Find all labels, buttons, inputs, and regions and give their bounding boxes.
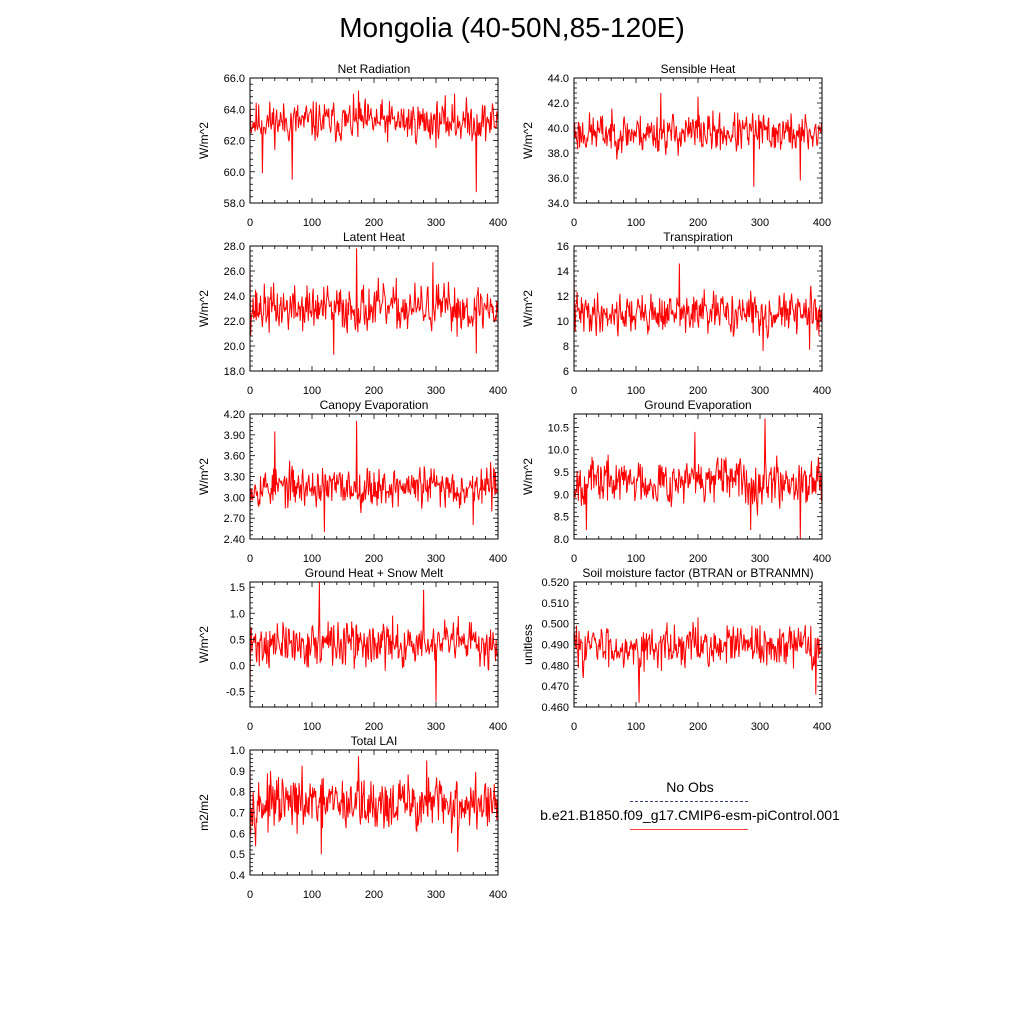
y-tick-label: 20.0 [223, 341, 245, 353]
y-tick-label: 0.8 [229, 786, 245, 799]
series-line [574, 264, 821, 352]
legend-line-dashed [630, 801, 748, 802]
panel-title: Net Radiation [337, 62, 411, 76]
x-tick-label: 100 [626, 553, 646, 565]
panel-title: Soil moisture factor (BTRAN or BTRANMN) [582, 566, 814, 580]
y-axis-label: W/m^2 [521, 290, 535, 327]
y-tick-label: 10.5 [547, 422, 569, 435]
x-tick-label: 200 [364, 385, 384, 397]
x-tick-label: 200 [688, 721, 708, 733]
x-tick-label: 0 [570, 385, 578, 397]
x-tick-label: 300 [750, 721, 770, 733]
y-tick-label: 38.0 [547, 148, 569, 160]
y-tick-label: 1.0 [229, 608, 245, 621]
x-tick-label: 100 [626, 217, 646, 229]
y-tick-label: 28.0 [223, 241, 245, 253]
x-tick-label: 300 [426, 889, 446, 901]
y-tick-label: 0.490 [541, 639, 569, 652]
y-tick-label: 26.0 [223, 266, 245, 278]
chart-panel [521, 230, 831, 397]
x-tick-label: 100 [302, 217, 322, 229]
y-tick-label: 40.0 [547, 123, 569, 135]
chart-panel [197, 62, 507, 229]
x-tick-label: 100 [302, 553, 322, 565]
y-tick-label: 3.60 [223, 450, 245, 463]
x-tick-label: 300 [426, 385, 446, 397]
chart-panel [197, 398, 507, 565]
x-tick-label: 100 [626, 385, 646, 397]
x-tick-label: 400 [488, 217, 508, 229]
series-line [250, 582, 497, 702]
y-tick-label: 22.0 [223, 316, 245, 328]
panel-title: Ground Evaporation [644, 398, 752, 412]
y-tick-label: 0.500 [541, 618, 569, 631]
y-tick-label: 0.6 [229, 828, 245, 841]
x-tick-label: 100 [626, 721, 646, 733]
plot-frame [250, 78, 498, 203]
series-line [250, 249, 497, 355]
y-tick-label: 36.0 [547, 173, 569, 185]
x-tick-label: 0 [246, 217, 254, 229]
x-tick-label: 0 [570, 553, 578, 565]
x-tick-label: 0 [246, 721, 254, 733]
x-tick-label: 400 [812, 553, 832, 565]
y-axis-label: W/m^2 [197, 290, 211, 327]
y-tick-label: 62.0 [223, 135, 245, 148]
y-tick-label: 0.5 [229, 849, 245, 862]
x-tick-label: 100 [302, 385, 322, 397]
x-tick-label: 200 [364, 889, 384, 901]
y-tick-label: 10.0 [547, 444, 569, 457]
x-tick-label: 0 [246, 553, 254, 565]
panel-title: Total LAI [350, 734, 398, 748]
x-tick-label: 100 [302, 721, 322, 733]
y-tick-label: 0.470 [541, 681, 569, 694]
y-tick-label: 3.90 [223, 429, 245, 442]
x-tick-label: 400 [812, 721, 832, 733]
chart-panel [521, 62, 831, 229]
y-tick-label: 8 [562, 341, 569, 353]
y-tick-label: 0.4 [229, 870, 245, 882]
y-tick-label: 14 [556, 266, 569, 278]
chart-panel [197, 734, 507, 901]
x-tick-label: 400 [488, 889, 508, 901]
y-axis-label: m2/m2 [197, 794, 211, 831]
series-line [250, 421, 497, 532]
chart-panel [197, 566, 507, 733]
x-tick-label: 100 [302, 889, 322, 901]
y-tick-label: 18.0 [223, 366, 245, 378]
y-tick-label: 58.0 [223, 198, 245, 210]
series-line [250, 91, 497, 193]
y-tick-label: 34.0 [547, 198, 569, 210]
chart-panel [197, 230, 507, 397]
series-line [250, 756, 497, 854]
x-tick-label: 400 [488, 721, 508, 733]
y-tick-label: 9.5 [553, 467, 569, 480]
y-tick-label: 0.510 [541, 597, 569, 610]
x-tick-label: 0 [570, 721, 578, 733]
x-tick-label: 300 [750, 385, 770, 397]
x-tick-label: 0 [246, 385, 254, 397]
x-tick-label: 200 [688, 217, 708, 229]
panel-title: Ground Heat + Snow Melt [304, 566, 444, 580]
y-tick-label: 8.5 [553, 511, 569, 524]
x-tick-label: 0 [570, 217, 578, 229]
panel-title: Latent Heat [342, 230, 406, 244]
y-tick-label: 66.0 [223, 73, 245, 85]
legend-label-obs: No Obs [666, 779, 714, 795]
x-tick-label: 300 [750, 217, 770, 229]
y-tick-label: 2.40 [223, 534, 245, 546]
y-tick-label: 3.00 [223, 492, 245, 505]
y-tick-label: 24.0 [223, 291, 245, 303]
y-tick-label: 4.20 [223, 409, 245, 421]
y-tick-label: 44.0 [547, 73, 569, 85]
legend-entry-obs [500, 779, 880, 795]
x-tick-label: 300 [426, 721, 446, 733]
y-tick-label: 0.0 [229, 660, 245, 673]
x-tick-label: 200 [688, 553, 708, 565]
series-line [574, 617, 821, 702]
panel-title: Sensible Heat [660, 62, 736, 76]
legend-line-solid [630, 829, 748, 830]
y-tick-label: 1.0 [229, 745, 245, 757]
x-tick-label: 200 [364, 217, 384, 229]
y-tick-label: 0.5 [229, 634, 245, 647]
y-tick-label: 2.70 [223, 513, 245, 526]
y-tick-label: 60.0 [223, 166, 245, 179]
y-tick-label: 12 [556, 291, 569, 303]
panel-title: Transpiration [663, 230, 733, 244]
y-tick-label: 0.460 [541, 702, 569, 714]
y-axis-label: W/m^2 [521, 458, 535, 495]
y-tick-label: 9.0 [553, 489, 569, 502]
x-tick-label: 200 [364, 721, 384, 733]
y-axis-label: W/m^2 [197, 458, 211, 495]
y-tick-label: 6 [562, 366, 569, 378]
y-tick-label: 64.0 [223, 104, 245, 117]
y-tick-label: 16 [556, 241, 569, 253]
y-tick-label: 0.480 [541, 660, 569, 673]
x-tick-label: 400 [488, 385, 508, 397]
y-tick-label: 3.30 [223, 471, 245, 484]
x-tick-label: 200 [688, 385, 708, 397]
y-axis-label: W/m^2 [197, 626, 211, 663]
y-tick-label: 10 [556, 316, 569, 328]
x-tick-label: 300 [750, 553, 770, 565]
x-tick-label: 400 [812, 217, 832, 229]
y-tick-label: -0.5 [226, 686, 245, 699]
y-tick-label: 42.0 [547, 98, 569, 110]
x-tick-label: 400 [812, 385, 832, 397]
y-tick-label: 0.9 [229, 765, 245, 778]
y-tick-label: 8.0 [553, 534, 569, 546]
x-tick-label: 200 [364, 553, 384, 565]
x-tick-label: 0 [246, 889, 254, 901]
x-tick-label: 400 [488, 553, 508, 565]
x-tick-label: 300 [426, 217, 446, 229]
y-axis-label: unitless [521, 624, 535, 665]
page-title: Mongolia (40-50N,85-120E) [339, 12, 685, 43]
legend-label-model: b.e21.B1850.f09_g17.CMIP6-esm-piControl.001 [540, 807, 840, 823]
series-line [574, 93, 821, 187]
chart-panel [521, 566, 831, 733]
y-tick-label: 1.5 [229, 582, 245, 595]
y-tick-label: 0.520 [541, 577, 569, 589]
y-axis-label: W/m^2 [197, 122, 211, 159]
panel-title: Canopy Evaporation [319, 398, 429, 412]
y-tick-label: 0.7 [229, 807, 245, 820]
series-line [574, 419, 821, 540]
x-tick-label: 300 [426, 553, 446, 565]
legend-entry-model [500, 807, 880, 823]
y-axis-label: W/m^2 [521, 122, 535, 159]
chart-panel [521, 398, 831, 565]
